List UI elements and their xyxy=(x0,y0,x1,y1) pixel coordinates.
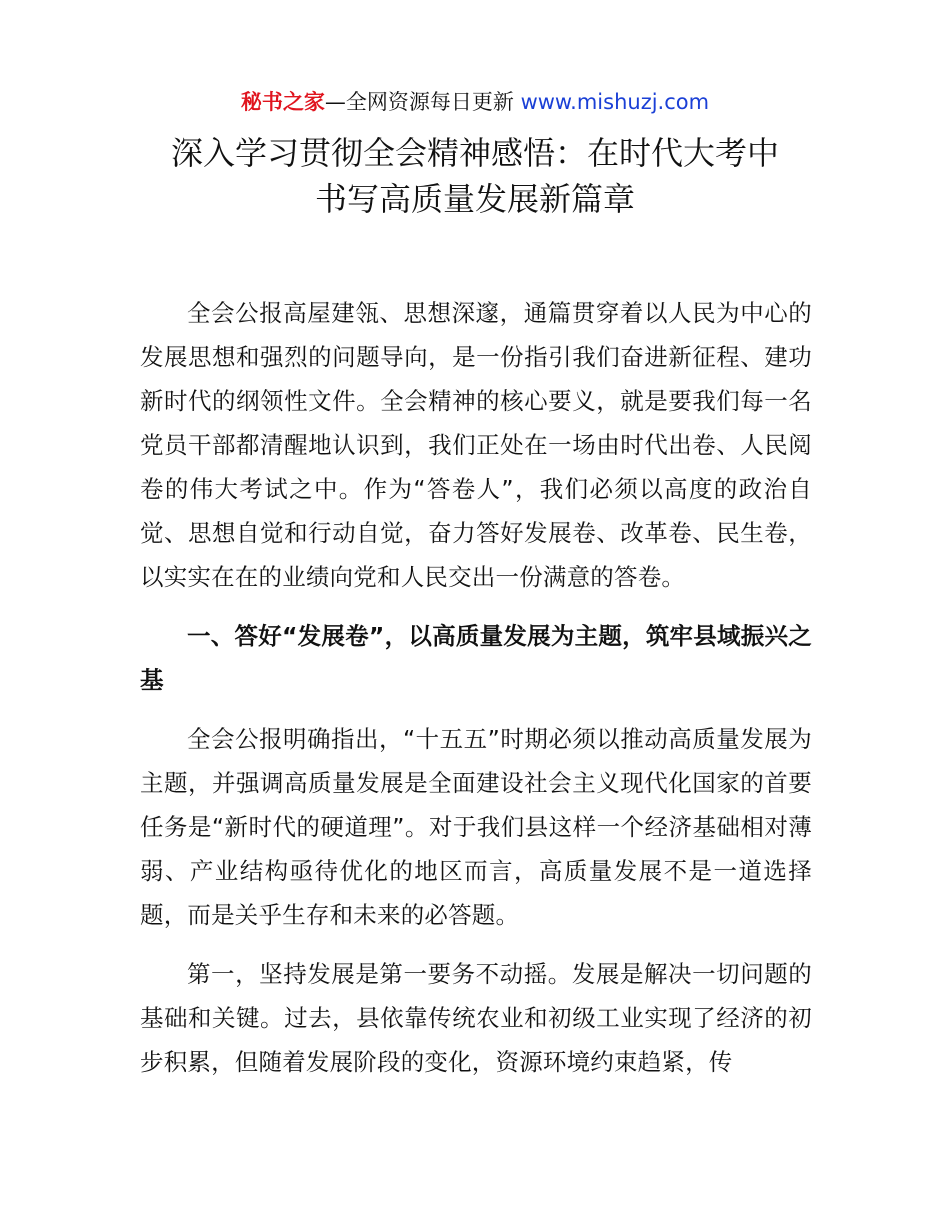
paragraph-section-1: 全会公报明确指出，“十五五”时期必须以推动高质量发展为主题，并强调高质量发展是全面建设社会主义现代化国家的首要任务是“新时代的硬道理”。对于我们县这样一个经济基础相对薄弱、产业结构亟待优化的地区而言，高质量发展不是一道选择题，而是关乎生存和未来的必答题。 xyxy=(140,725,812,929)
source-banner xyxy=(0,86,950,118)
site-link[interactable]: www.mishuzj.com xyxy=(520,90,710,114)
document-title xyxy=(0,130,950,222)
document-body xyxy=(140,291,812,1099)
title-line-2: 书写高质量发展新篇章 xyxy=(314,180,635,218)
title-line-1: 深入学习贯彻全会精神感悟：在时代大考中 xyxy=(170,134,779,172)
paragraph-point-1: 第一，坚持发展是第一要务不动摇。发展是解决一切问题的基础和关键。过去，县依靠传统农业和初级工业实现了经济的初步积累，但随着发展阶段的变化，资源环境约束趋紧，传 xyxy=(140,960,812,1076)
paragraph-intro: 全会公报高屋建瓴、思想深邃，通篇贯穿着以人民为中心的发展思想和强烈的问题导向，是一份指引我们奋进新征程、建功新时代的纲领性文件。全会精神的核心要义，就是要我们每一名党员干部都清醒地认识到，我们正处在一场由时代出卷、人民阅卷的伟大考试之中。作为“答卷人”，我们必须以高度的政治自觉、思想自觉和行动自觉，奋力答好发展卷、改革卷、民生卷，以实实在在的业绩向党和人民交出一份满意的答卷。 xyxy=(140,299,812,591)
section-heading-1: 一、答好“发展卷”，以高质量发展为主题，筑牢县域振兴之基 xyxy=(140,622,812,694)
brand-name: 秘书之家 xyxy=(240,90,325,114)
banner-tagline: —全网资源每日更新 xyxy=(324,90,521,114)
